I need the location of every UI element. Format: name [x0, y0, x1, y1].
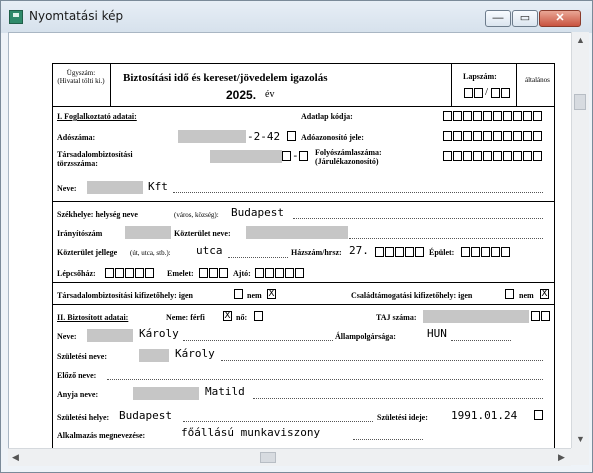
csal-igen-checkbox[interactable]: [505, 289, 514, 299]
anyja-neve-label: Anyja neve:: [57, 390, 99, 399]
szekhely-value: Budapest: [231, 206, 284, 219]
csaladtamogatasi-label: Családtámogatási kifizetőhely: igen: [351, 291, 473, 300]
kozterulet-jelleg-value: utca: [196, 244, 223, 257]
emelet-label: Emelet:: [167, 269, 194, 278]
taj-label: TAJ száma:: [376, 313, 417, 322]
epulet-label: Épület:: [429, 248, 455, 257]
tarsbizt-label: Társadalombiztosítási törzsszáma:: [57, 150, 133, 168]
lepcsohaz-label: Lépcsőház:: [57, 269, 96, 278]
adoazonosito-label: Adóazonosító jele:: [301, 133, 364, 142]
szuletesi-nev-value: Károly: [175, 347, 215, 360]
iranyitoszam-label: Irányítószám: [57, 229, 103, 238]
page-separator: /: [485, 86, 489, 98]
scroll-up-icon[interactable]: ▲: [576, 35, 585, 45]
adoszam-label: Adószáma:: [57, 133, 96, 142]
biztositott-nev-value: Károly: [139, 327, 179, 340]
kozterulet-jelleg-label: Közterület jellege: [57, 248, 118, 257]
szekhely-hint: (város, község):: [174, 211, 219, 219]
csal-nem-label: nem: [519, 291, 534, 300]
allampolgarsag-value: HUN: [427, 327, 447, 340]
ferfi-checkbox[interactable]: X: [224, 311, 231, 321]
hazszam-value: 27.: [349, 244, 369, 257]
alkalmazas-label: Alkalmazás megnevezése:: [57, 431, 146, 440]
kozterulet-jelleg-hint: (út, utca, stb.):: [130, 249, 171, 257]
elozo-nev-label: Előző neve:: [57, 371, 97, 380]
szekhely-label: Székhelye: helység neve: [57, 210, 138, 219]
office-use-label: Ügyszám: (Hivatal tölti ki.): [57, 69, 105, 85]
section2-title: II. Biztosított adatai:: [57, 313, 129, 322]
maximize-button[interactable]: [512, 10, 538, 27]
maximize-icon: ▭: [519, 12, 531, 24]
form-title: Biztosítási idő és kereset/jövedelem igazolás: [123, 72, 328, 84]
tb-kifizetohely-label: Társadalombiztosítási kifizetőhely: igen: [57, 291, 193, 300]
tb-igen-checkbox[interactable]: [234, 289, 243, 299]
section1-title: I. Foglalkoztató adatai:: [57, 112, 137, 121]
tb-nem-checkbox[interactable]: X: [268, 289, 275, 299]
company-name-value: Kft: [148, 180, 168, 193]
minimize-button[interactable]: [485, 10, 511, 27]
vertical-scroll-thumb[interactable]: [574, 94, 586, 110]
kozterulet-nev-label: Közterület neve:: [174, 229, 231, 238]
anyja-neve-value: Matild: [205, 385, 245, 398]
year-value: 2025.: [226, 88, 257, 102]
hazszam-label: Házszám/hrsz:: [291, 248, 342, 257]
window-title: Nyomtatási kép: [29, 9, 124, 23]
scroll-left-icon[interactable]: ◀: [12, 452, 19, 462]
minimize-icon: —: [492, 12, 504, 24]
nem-ferfi-label: Neme: férfi: [166, 313, 205, 322]
nev-label: Neve:: [57, 184, 77, 193]
allampolgarsag-label: Állampolgársága:: [335, 332, 396, 341]
horizontal-scroll-thumb[interactable]: [260, 452, 276, 463]
biztositott-nev-label: Neve:: [57, 332, 77, 341]
preview-area: [8, 32, 572, 450]
scroll-down-icon[interactable]: ▼: [576, 434, 585, 444]
folyoszamla-label: Folyószámlaszáma: (Járulékazonosító): [315, 148, 382, 166]
csal-nem-checkbox[interactable]: X: [541, 289, 548, 299]
vertical-scrollbar[interactable]: [571, 32, 589, 448]
szuletesi-hely-label: Születési helye:: [57, 413, 110, 422]
close-button[interactable]: [539, 10, 581, 27]
szuletesi-ido-value: 1991.01.24: [451, 409, 518, 422]
year-word: év: [265, 89, 275, 100]
no-checkbox[interactable]: [254, 311, 263, 321]
page-label: Lapszám:: [463, 72, 497, 81]
szuletesi-nev-label: Születési neve:: [57, 352, 107, 361]
no-label: nő:: [236, 313, 248, 322]
alkalmazas-value: főállású munkaviszony: [181, 426, 321, 439]
resize-grip-icon[interactable]: [571, 448, 589, 465]
scroll-right-icon[interactable]: ▶: [558, 452, 565, 462]
adatlap-label: Adatlap kódja:: [301, 112, 353, 121]
horizontal-scrollbar[interactable]: [8, 448, 571, 466]
szuletesi-ido-label: Születési ideje:: [377, 413, 428, 422]
ajto-label: Ajtó:: [233, 269, 251, 278]
close-icon: ✕: [555, 12, 565, 24]
adoszam-value: -2-42: [247, 130, 281, 143]
certificate-form: Ügyszám: (Hivatal tölti ki.) Biztosítási idő és kereset/jövedelem igazolás 2025. év Lapszám: / általános I. Foglalkoztató adatai: Adatlap kódja: Adószáma: -2-42 Adóazonosító jele: Társadalombiztosítási törzsszáma: - Folyószámlaszáma: (Járulékazonosító) Neve: Kft Székhelye: helység neve (város, község): Budapest Irányítószám Közterület neve: Közterület jellege (út, utca, stb.): utca Házszám/hrsz: 27. Épület: Lépcsőház: Emelet: Ajtó: Társadalombiztosítási kifizetőhely: igen nem X Családtámogatási kifizetőhely: igen nem X II. Biztosított adatai: Neme: férfi X nő: TAJ száma: Neve: Károly Állampolgársága: HUN Születési neve: Károly Előző neve: Anyja neve: Matild Születési helye: Budapest Születési ideje: 1991.01.24 Alkalmazás megnevezése: főállású munkaviszony: [52, 63, 555, 450]
app-icon: [9, 10, 23, 24]
szuletesi-hely-value: Budapest: [119, 409, 172, 422]
title-bar[interactable]: [1, 1, 592, 33]
tb-nem-label: nem: [247, 291, 262, 300]
general-label: általános: [525, 76, 550, 84]
